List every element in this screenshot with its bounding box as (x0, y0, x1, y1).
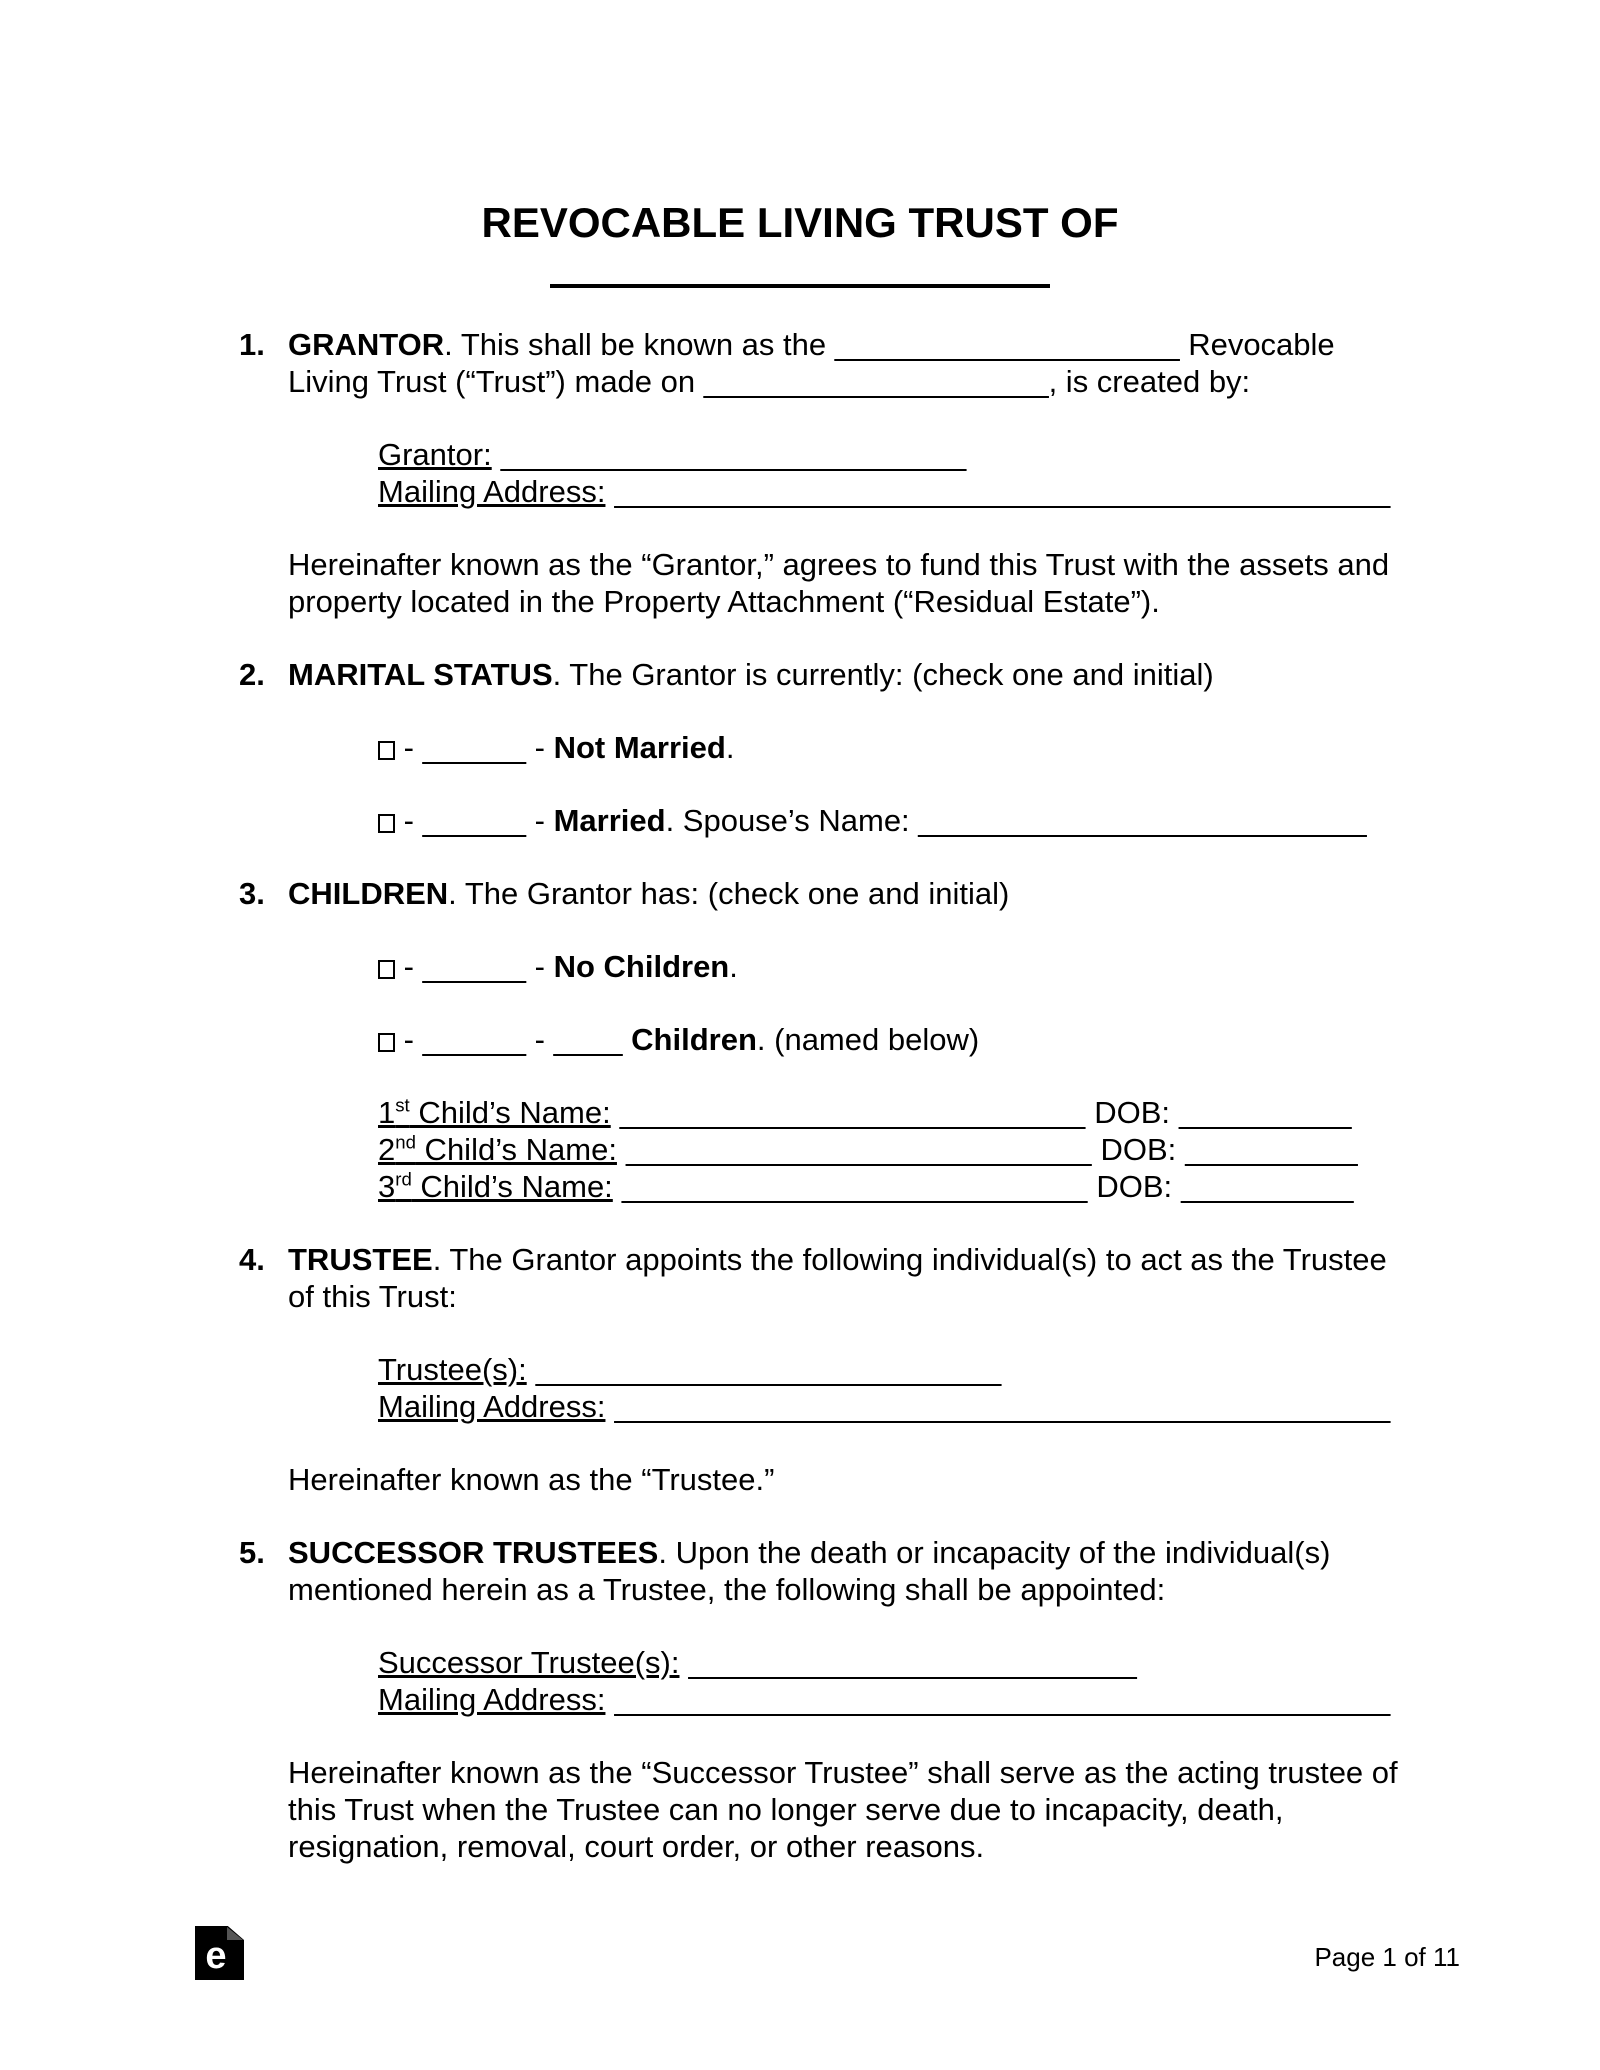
section-number: 4. (239, 1242, 265, 1277)
child-2-label (378, 1132, 617, 1167)
dob-label: DOB: (1100, 1132, 1177, 1167)
text-run (623, 1022, 632, 1057)
child-3-dob-blank[interactable]: __________ (1181, 1169, 1354, 1204)
successor-fields (378, 1644, 1400, 1718)
ordinal-suffix: nd (395, 1131, 416, 1153)
text-run: Hereinafter known as the “Grantor,” agrees to fund this Trust with the assets and (288, 547, 1390, 582)
trustee-mailing-blank[interactable]: _____________________________________________ (614, 1389, 1391, 1424)
section-trustee (239, 1241, 1400, 1534)
text-run: - (395, 1022, 423, 1057)
child-2-dob-blank[interactable]: __________ (1185, 1132, 1358, 1167)
ordinal: 1 (378, 1095, 396, 1130)
eforms-logo (195, 1926, 244, 1980)
option-label: Not Married (553, 730, 726, 765)
child-1-dob-blank[interactable]: __________ (1179, 1095, 1352, 1130)
section-heading: GRANTOR (288, 327, 445, 362)
section-heading: MARITAL STATUS (288, 657, 553, 692)
text-run: - (395, 949, 423, 984)
text-run: - (395, 730, 423, 765)
text-run: - (526, 949, 554, 984)
checkbox-icon[interactable] (378, 814, 395, 833)
children-name-fields (378, 1094, 1400, 1205)
section-heading: TRUSTEE (288, 1242, 433, 1277)
grantor-fields (378, 436, 1400, 510)
child-1-name-blank[interactable]: ___________________________ (619, 1095, 1086, 1130)
text-run: mentioned herein as a Trustee, the following shall be appointed: (288, 1572, 1166, 1607)
option-no-children (378, 948, 1400, 985)
text-run: . (named below) (756, 1022, 980, 1057)
option-label: Married (553, 803, 666, 838)
trustee-clause (288, 1461, 1400, 1498)
text-run: property located in the Property Attachment (“Residual Estate”). (288, 584, 1160, 619)
initials-blank[interactable]: ______ (422, 949, 527, 984)
trustee-name-blank[interactable]: ___________________________ (535, 1352, 1002, 1387)
trustee-name-field (378, 1351, 1400, 1388)
option-not-married (378, 729, 1400, 766)
mailing-address-label: Mailing Address: (378, 1389, 606, 1424)
trustee-fields (378, 1351, 1400, 1425)
trustee-label: Trustee(s): (378, 1352, 527, 1387)
text-run: . The Grantor is currently: (check one and initial) (552, 657, 1214, 692)
text-run: Hereinafter known as the “Successor Trustee” shall serve as the acting trustee of (288, 1755, 1398, 1790)
child-3-row (378, 1168, 1400, 1205)
trustee-mailing-field (378, 1388, 1400, 1425)
text-run: - (526, 1022, 554, 1057)
child-3-label (378, 1169, 613, 1204)
successor-trustee-label: Successor Trustee(s): (378, 1645, 680, 1680)
section-number: 1. (239, 327, 265, 362)
grantor-clause-paragraph (288, 546, 1400, 620)
text-run: , is created by: (1048, 364, 1251, 399)
option-label: Children (631, 1022, 757, 1057)
section-number: 2. (239, 657, 265, 692)
checkbox-icon[interactable] (378, 741, 395, 760)
successor-name-field (378, 1644, 1400, 1681)
section-marital-status (239, 656, 1400, 875)
text-run: . This shall be known as the (444, 327, 835, 362)
text-run: - (526, 803, 554, 838)
text-run: . (729, 949, 738, 984)
checkbox-icon[interactable] (378, 960, 395, 979)
text-run: . Upon the death or incapacity of the individual(s) (658, 1535, 1331, 1570)
label-text: Child’s Name: (411, 1169, 613, 1204)
section-grantor (239, 326, 1400, 656)
text-run: Revocable (1179, 327, 1335, 362)
logo-letter: e (205, 1934, 227, 1977)
mailing-address-label: Mailing Address: (378, 1682, 606, 1717)
text-run: Hereinafter known as the “Trustee.” (288, 1462, 775, 1497)
grantor-name-field (378, 436, 1400, 473)
section-number: 3. (239, 876, 265, 911)
trust-name-inline-blank[interactable]: ____________________ (834, 327, 1180, 362)
text-run: Living Trust (“Trust”) made on (288, 364, 704, 399)
section-successor-trustees (239, 1534, 1400, 1901)
trustee-intro (288, 1241, 1400, 1315)
section-heading: CHILDREN (288, 876, 449, 911)
successor-name-blank[interactable]: __________________________ (688, 1645, 1137, 1680)
child-2-name-blank[interactable]: ___________________________ (625, 1132, 1092, 1167)
dob-label: DOB: (1094, 1095, 1171, 1130)
successor-mailing-blank[interactable]: _____________________________________________ (614, 1682, 1391, 1717)
text-run: - (526, 730, 554, 765)
section-children (239, 875, 1400, 1241)
text-run: . The Grantor appoints the following individual(s) to act as the Trustee (432, 1242, 1387, 1277)
label-text: Child’s Name: (415, 1132, 617, 1167)
spouse-name-blank[interactable]: __________________________ (918, 803, 1367, 838)
option-label: No Children (553, 949, 730, 984)
grantor-mailing-blank[interactable]: _____________________________________________ (614, 474, 1391, 509)
text-run: . The Grantor has: (check one and initial) (448, 876, 1010, 911)
child-3-name-blank[interactable]: ___________________________ (621, 1169, 1088, 1204)
label-text: Child’s Name: (409, 1095, 611, 1130)
text-run: of this Trust: (288, 1279, 457, 1314)
child-1-label (378, 1095, 611, 1130)
page-number: Page 1 of 11 (1314, 1942, 1460, 1972)
option-married (378, 802, 1400, 839)
grantor-mailing-field (378, 473, 1400, 510)
successor-intro (288, 1534, 1400, 1608)
text-run: . Spouse’s Name: (665, 803, 919, 838)
children-intro (288, 875, 1400, 912)
ordinal: 3 (378, 1169, 396, 1204)
section-heading: SUCCESSOR TRUSTEES (288, 1535, 659, 1570)
initials-blank[interactable]: ______ (422, 730, 527, 765)
initials-blank[interactable]: ______ (422, 803, 527, 838)
ordinal-suffix: rd (395, 1168, 412, 1190)
document-title: REVOCABLE LIVING TRUST OF (481, 199, 1119, 246)
dob-label: DOB: (1096, 1169, 1173, 1204)
trust-date-blank[interactable]: ____________________ (703, 364, 1049, 399)
grantor-name-blank[interactable]: ___________________________ (500, 437, 967, 472)
ordinal: 2 (378, 1132, 396, 1167)
checkbox-icon[interactable] (378, 1033, 395, 1052)
text-run: . (725, 730, 735, 765)
marital-status-intro (288, 656, 1400, 693)
grantor-intro-paragraph (288, 326, 1400, 400)
grantor-label: Grantor: (378, 437, 492, 472)
text-run: resignation, removal, court order, or other reasons. (288, 1829, 985, 1864)
successor-clause (288, 1754, 1400, 1865)
successor-mailing-field (378, 1681, 1400, 1718)
text-run: this Trust when the Trustee can no longer serve due to incapacity, death, (288, 1792, 1284, 1827)
child-2-row (378, 1131, 1400, 1168)
ordinal-suffix: st (395, 1094, 410, 1116)
children-count-blank[interactable]: ____ (553, 1022, 623, 1057)
option-has-children (378, 1021, 1400, 1058)
section-number: 5. (239, 1535, 265, 1570)
text-run: - (395, 803, 423, 838)
mailing-address-label: Mailing Address: (378, 474, 606, 509)
document-body (0, 288, 1600, 1901)
initials-blank[interactable]: ______ (422, 1022, 527, 1057)
child-1-row (378, 1094, 1400, 1131)
